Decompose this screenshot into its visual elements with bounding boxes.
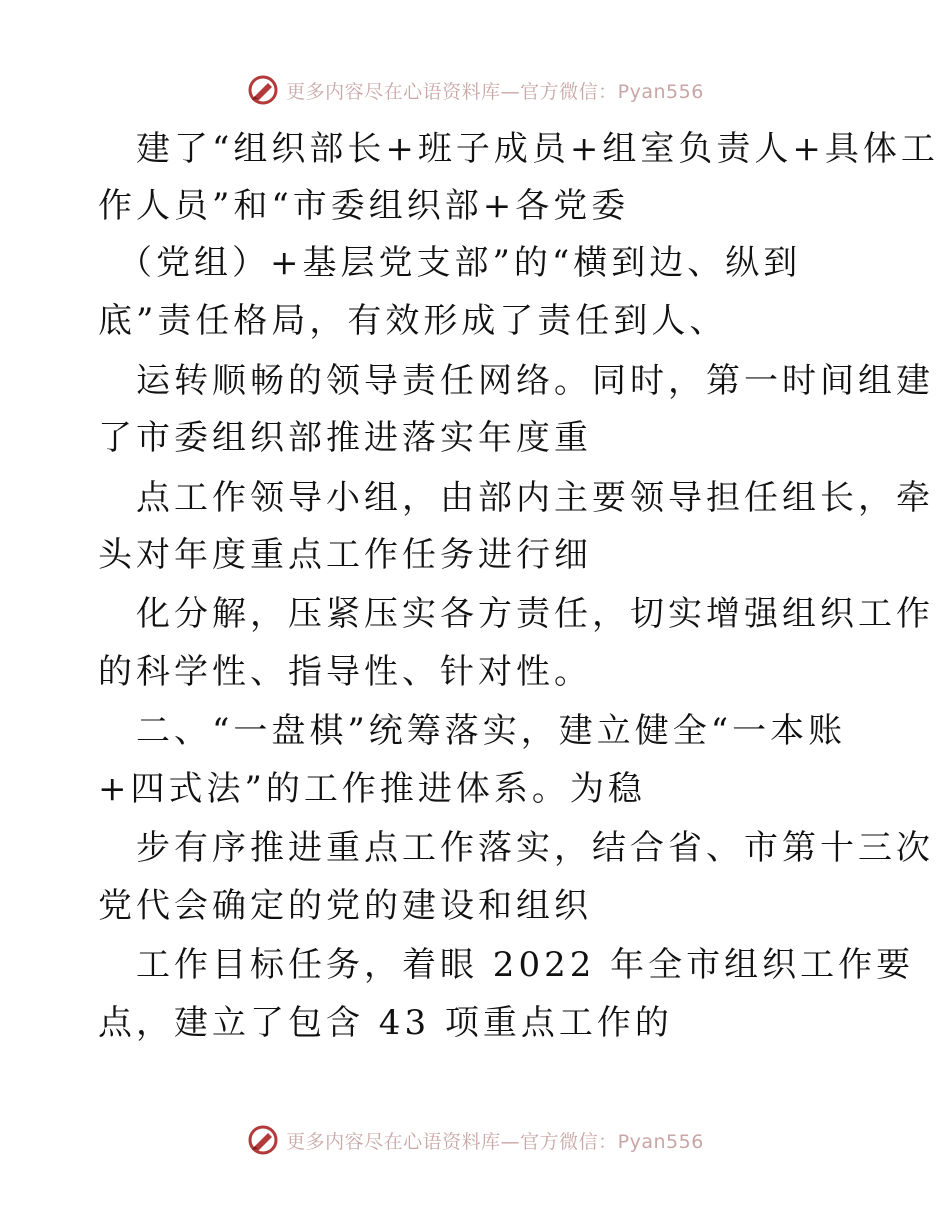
body-line: 二、“一盘棋”统筹落实，建立健全“一本账 [136,711,847,751]
body-line: 底”责任格局，有效形成了责任到人、 [98,301,728,341]
body-line: 建了“组织部长+班子成员+组室负责人+具体工 [136,129,939,169]
body-line: 头对年度重点工作任务进行细 [98,535,592,575]
body-line: 工作目标任务，着眼 2022 年全市组织工作要 [136,945,915,985]
body-line: 化分解，压紧压实各方责任，切实增强组织工作 [136,594,934,634]
body-line: 了市委组织部推进落实年度重 [98,418,592,458]
body-line: +四式法”的工作推进体系。为稳 [98,769,646,809]
body-line: 的科学性、指导性、针对性。 [98,652,592,692]
pen-logo-icon [246,1123,280,1157]
footer-watermark [0,1122,950,1158]
body-line: 党代会确定的党的建设和组织 [98,886,592,926]
body-line: 运转顺畅的领导责任网络。同时，第一时间组建 [136,361,934,401]
body-line: 点工作领导小组，由部内主要领导担任组长，牵 [136,478,934,518]
watermark-text: 更多内容尽在心语资料库—官方微信：Pyan556 [286,1130,704,1153]
body-line: （党组）+基层党支部”的“横到边、纵到 [118,243,802,283]
body-line: 点，建立了包含 43 项重点工作的 [98,1003,673,1043]
pen-logo-icon [246,73,280,107]
watermark-text: 更多内容尽在心语资料库—官方微信：Pyan556 [286,80,704,103]
body-line: 步有序推进重点工作落实，结合省、市第十三次 [136,828,934,868]
header-watermark [0,72,950,108]
body-line: 作人员”和“市委组织部+各党委 [98,186,630,226]
